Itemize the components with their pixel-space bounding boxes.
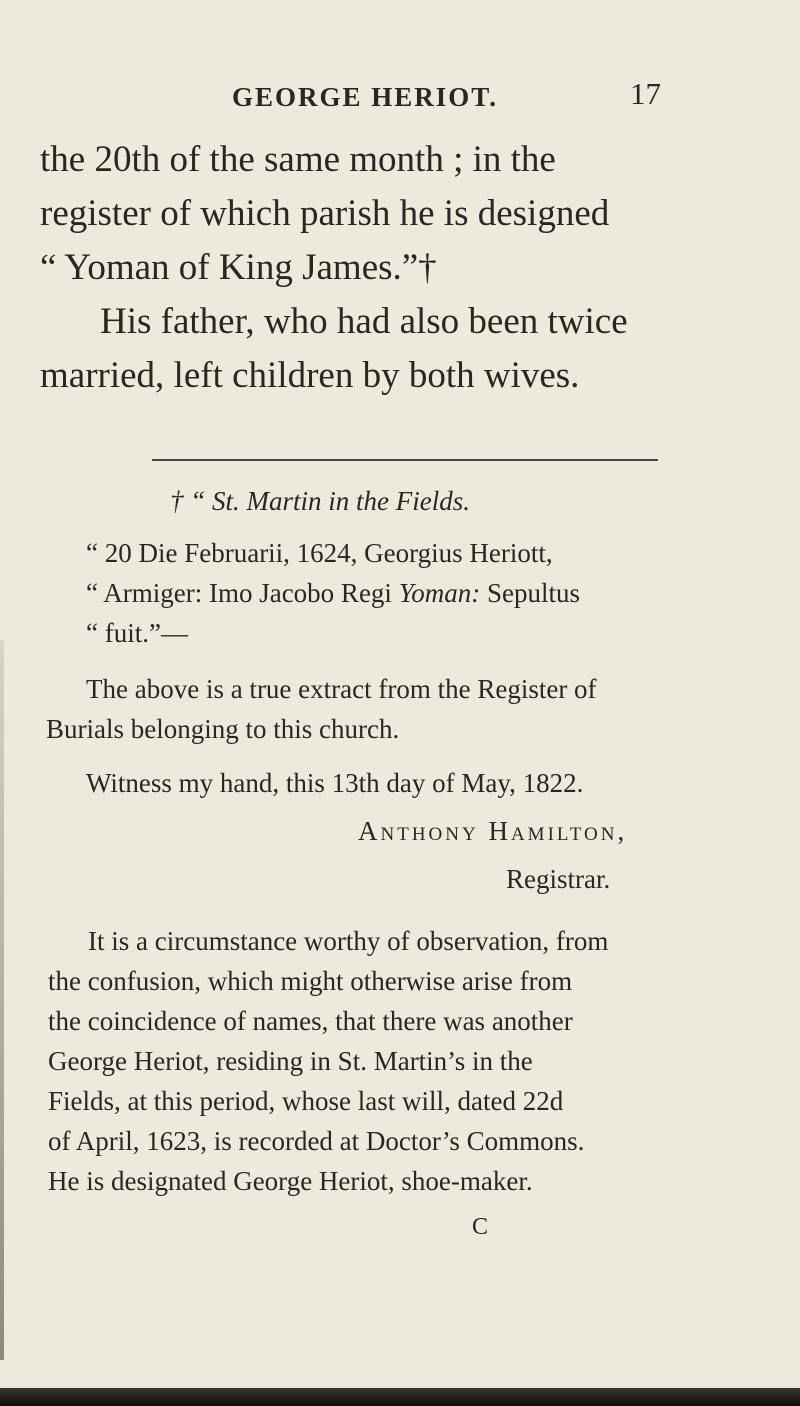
running-title: GEORGE HERIOT. xyxy=(232,82,499,112)
footnote-entry-line-1: “ 20 Die Februarii, 1624, Georgius Heriott, xyxy=(86,538,553,568)
page-number: 17 xyxy=(630,76,661,111)
footnote-entry-line-2: “ Armiger: Imo Jacobo Regi Yoman: Sepultus xyxy=(86,578,580,608)
body-line-4: His father, who had also been twice xyxy=(100,301,628,342)
body-line-2: register of which parish he is designed xyxy=(40,193,610,234)
footnote-heading: † “ St. Martin in the Fields. xyxy=(170,486,470,516)
witness-line: Witness my hand, this 13th day of May, 1822. xyxy=(86,768,584,798)
paragraph-line-1: It is a circumstance worthy of observation, from xyxy=(88,926,609,956)
body-line-1: the 20th of the same month ; in the xyxy=(40,139,556,180)
extract-line-2: Burials belonging to this church. xyxy=(46,714,400,744)
page-left-edge-shadow xyxy=(0,640,4,1360)
signature-mark: C xyxy=(472,1214,489,1240)
paragraph-line-7: He is designated George Heriot, shoe-maker. xyxy=(48,1166,533,1196)
paragraph-line-2: the confusion, which might otherwise arise from xyxy=(48,966,573,996)
body-line-5: married, left children by both wives. xyxy=(40,355,580,396)
page-bottom-edge-shadow xyxy=(0,1388,800,1406)
paragraph-line-3: the coincidence of names, that there was another xyxy=(48,1006,573,1036)
signatory-title: Registrar. xyxy=(506,864,611,894)
body-line-3: “ Yoman of King James.”† xyxy=(40,247,437,288)
signatory-name: Anthony Hamilton, xyxy=(358,816,628,846)
footnote-entry-line-3: “ fuit.”— xyxy=(86,618,188,648)
paragraph-line-4: George Heriot, residing in St. Martin’s in the xyxy=(48,1046,533,1076)
paragraph-line-6: of April, 1623, is recorded at Doctor’s Commons. xyxy=(48,1126,585,1156)
extract-line-1: The above is a true extract from the Register of xyxy=(86,674,597,704)
footnote-rule xyxy=(152,459,658,461)
paragraph-line-5: Fields, at this period, whose last will, dated 22d xyxy=(48,1086,564,1116)
